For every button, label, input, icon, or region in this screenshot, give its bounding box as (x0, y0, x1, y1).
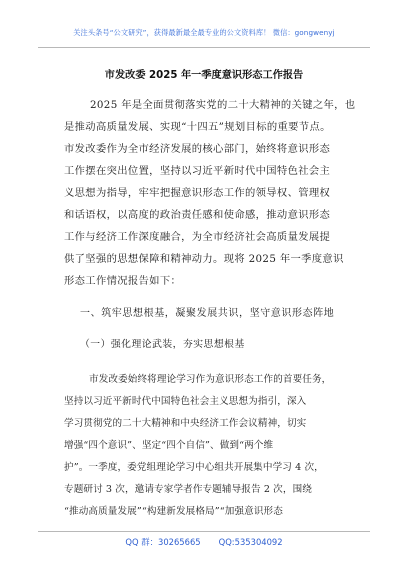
footer-divider (38, 531, 370, 532)
subsection-heading: （一）强化理论武装，夯实思想根基 (80, 339, 245, 350)
subsection-line: “推动高质量发展”“构建新发展格局”“加强意识形态 (64, 506, 283, 517)
subsection-line: 护”。一季度，委党组理论学习中心组共开展集中学习 4 次， (64, 462, 324, 473)
document-title: 市发改委 2025 年一季度意识形态工作报告 (104, 70, 304, 81)
header-divider (38, 47, 370, 48)
intro-line: 市发改委作为全市经济发展的核心部门，始终将意识形态 (64, 143, 331, 155)
intro-line: 供了坚强的思想保障和精神动力。现将 2025 年一季度意识 (64, 253, 344, 265)
section-heading: 一、筑牢思想根基，凝聚发展共识，坚守意识形态阵地 (80, 308, 335, 319)
header-promo-note: 关注头条号“公文研究”，获得最新最全最专业的公文资料库！ 微信：gongwenyj (73, 28, 335, 37)
intro-line: 义思想为指导，牢牢把握意识形态工作的领导权、管理权 (64, 187, 331, 199)
footer-contact (0, 536, 408, 548)
intro-line: 是推动高质量发展、实现“十四五”规划目标的重要节点。 (64, 121, 331, 133)
intro-line: 工作摆在突出位置，坚持以习近平新时代中国特色社会主 (64, 165, 331, 177)
intro-line: 和话语权，以高度的政治责任感和使命感，推动意识形态 (64, 209, 331, 221)
subsection-line: 专题研讨 3 次，邀请专家学者作专题辅导报告 2 次，围绕 (64, 484, 312, 495)
subsection-line: 学习贯彻党的二十大精神和中央经济工作会议精神，切实 (64, 418, 307, 429)
subsection-line: 坚持以习近平新时代中国特色社会主义思想为指引，深入 (64, 396, 307, 407)
footer-qq-group: QQ 群：30265665 (125, 537, 201, 547)
footer-qq-number: QQ:535304092 (218, 537, 283, 547)
intro-line: 工作与经济工作深度融合，为全市经济社会高质量发展提 (64, 231, 331, 243)
subsection-line: 市发改委始终将理论学习作为意识形态工作的首要任务， (89, 374, 332, 385)
intro-line: 2025 年是全面贯彻落实党的二十大精神的关键之年，也 (90, 99, 356, 111)
intro-line: 形态工作情况报告如下： (64, 275, 182, 287)
subsection-line: 增强“四个意识”、坚定“四个自信”、做到“两个维 (64, 440, 274, 451)
